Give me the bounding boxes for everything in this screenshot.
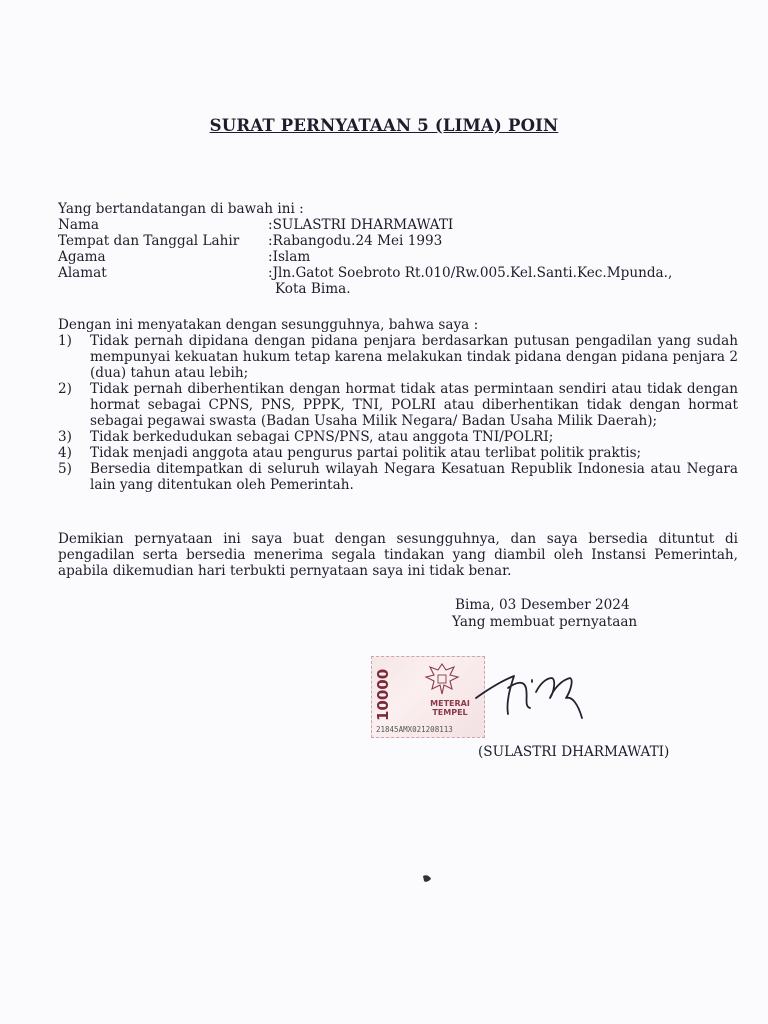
identity-row-birth bbox=[58, 233, 718, 249]
list-item bbox=[58, 461, 738, 493]
identity-value: :SULASTRI DHARMAWATI bbox=[268, 217, 454, 233]
stamp-serial: 21845AMX021208113 bbox=[376, 725, 453, 734]
item-number: 4) bbox=[58, 445, 72, 461]
item-number: 1) bbox=[58, 333, 72, 349]
identity-label: Tempat dan Tanggal Lahir bbox=[58, 233, 240, 249]
list-item bbox=[58, 445, 738, 461]
list-item bbox=[58, 381, 738, 429]
item-number: 5) bbox=[58, 461, 72, 477]
item-text: Tidak berkedudukan sebagai CPNS/PNS, atau anggota TNI/POLRI; bbox=[90, 429, 554, 445]
signature-icon bbox=[470, 658, 600, 730]
identity-block bbox=[58, 217, 718, 297]
identity-row-religion bbox=[58, 249, 718, 265]
identity-value: :Rabangodu.24 Mei 1993 bbox=[268, 233, 443, 249]
garuda-emblem-icon bbox=[420, 661, 464, 699]
list-item bbox=[58, 333, 738, 381]
duty-stamp bbox=[371, 656, 485, 738]
item-number: 2) bbox=[58, 381, 72, 397]
intro-text: Yang bertandatangan di bawah ini : bbox=[58, 201, 304, 217]
identity-value: :Islam bbox=[268, 249, 311, 265]
document-title: SURAT PERNYATAAN 5 (LIMA) POIN bbox=[209, 116, 559, 135]
signer-name: (SULASTRI DHARMAWATI) bbox=[478, 744, 670, 760]
place-date: Bima, 03 Desember 2024 bbox=[455, 597, 630, 613]
stamp-value: 10000 bbox=[374, 668, 392, 722]
list-item bbox=[58, 429, 738, 445]
closing-paragraph: Demikian pernyataan ini saya buat dengan sesungguhnya, dan saya bersedia dituntut di pengadilan serta bersedia menerima segala tindakan yang diambil oleh Instansi Pemerintah, apabila dikemudian hari terbukti pernyataan saya ini tidak benar. bbox=[58, 531, 738, 579]
identity-label: Agama bbox=[58, 249, 106, 265]
item-number: 3) bbox=[58, 429, 72, 445]
item-text: Tidak menjadi anggota atau pengurus partai politik atau terlibat politik praktis; bbox=[90, 445, 642, 461]
stamp-label: METERAI TEMPEL bbox=[430, 699, 470, 717]
item-text: Bersedia ditempatkan di seluruh wilayah Negara Kesatuan Republik Indonesia atau Negara lain yang ditentukan oleh Pemerintah. bbox=[90, 461, 738, 493]
identity-row-name bbox=[58, 217, 718, 233]
identity-value: :Jln.Gatot Soebroto Rt.010/Rw.005.Kel.Santi.Kec.Mpunda., bbox=[268, 265, 673, 281]
ink-mark-icon bbox=[421, 873, 433, 885]
item-text: Tidak pernah dipidana dengan pidana penjara berdasarkan putusan pengadilan yang sudah mempunyai kekuatan hukum tetap karena melakukan tindak pidana dengan pidana penjara 2 (dua) tahun atau lebih; bbox=[90, 333, 738, 381]
statement-list bbox=[58, 333, 738, 493]
identity-value: Kota Bima. bbox=[275, 281, 351, 297]
identity-label: Alamat bbox=[58, 265, 107, 281]
maker-label: Yang membuat pernyataan bbox=[452, 614, 638, 630]
identity-row-address-cont bbox=[58, 281, 718, 297]
identity-row-address bbox=[58, 265, 718, 281]
statement-text: Dengan ini menyatakan dengan sesungguhnya, bahwa saya : bbox=[58, 317, 479, 333]
identity-label: Nama bbox=[58, 217, 99, 233]
item-text: Tidak pernah diberhentikan dengan hormat tidak atas permintaan sendiri atau tidak dengan hormat sebagai CPNS, PNS, PPPK, TNI, POLRI atau diberhentikan tidak dengan hormat sebagai pegawai swasta (Badan Usaha Milik Negara/ Badan Usaha Milik Daerah); bbox=[90, 381, 738, 429]
